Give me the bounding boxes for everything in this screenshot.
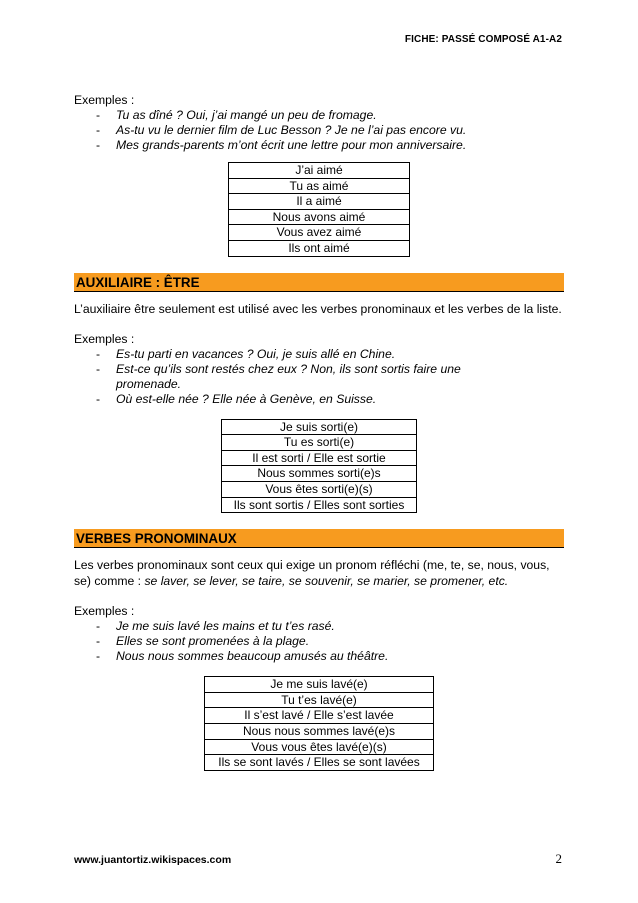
table-cell: Vous avez aimé	[229, 225, 410, 241]
page-header-title: FICHE: PASSÉ COMPOSÉ A1-A2	[404, 34, 562, 45]
table-cell: Ils sont sortis / Elles sont sorties	[222, 497, 417, 513]
examples-label: Exemples :	[74, 331, 135, 346]
example-item: - Elles se sont promenées à la plage.	[116, 634, 564, 649]
conjugation-table-pronominaux	[204, 676, 434, 771]
table-cell: Ils se sont lavés / Elles se sont lavées	[205, 755, 434, 771]
table-row	[229, 178, 410, 194]
table-row	[205, 723, 434, 739]
section-paragraph	[74, 557, 564, 589]
table-row	[229, 194, 410, 210]
table-cell: Tu t’es lavé(e)	[205, 692, 434, 708]
table-cell: Nous nous sommes lavé(e)s	[205, 723, 434, 739]
conjugation-table-avoir	[228, 162, 410, 257]
table-row	[205, 708, 434, 724]
conjugation-table-etre	[221, 419, 417, 514]
table-cell: Ils ont aimé	[229, 240, 410, 256]
table-cell: Il est sorti / Elle est sortie	[222, 450, 417, 466]
table-cell: Il s’est lavé / Elle s’est lavée	[205, 708, 434, 724]
table-cell: Vous vous êtes lavé(e)(s)	[205, 739, 434, 755]
examples-label: Exemples :	[74, 93, 135, 107]
table-row	[229, 209, 410, 225]
paragraph-italic-verbs: se laver, se lever, se taire, se souvenir, se marier, se promener, etc.	[144, 574, 509, 589]
table-row	[205, 677, 434, 693]
example-item: - Est-ce qu’ils sont restés chez eux ? Non, ils sont sortis faire une promenade.	[116, 362, 564, 392]
table-cell: J’ai aimé	[229, 163, 410, 179]
table-row	[222, 481, 417, 497]
table-cell: Tu es sorti(e)	[222, 435, 417, 451]
example-item: - Mes grands-parents m’ont écrit une lettre pour mon anniversaire.	[116, 138, 564, 153]
table-cell: Vous êtes sorti(e)(s)	[222, 481, 417, 497]
example-item: - Où est-elle née ? Elle née à Genève, en Suisse.	[116, 392, 564, 407]
example-item: - Je me suis lavé les mains et tu t’es rasé.	[116, 619, 564, 634]
table-row	[222, 435, 417, 451]
table-cell: Tu as aimé	[229, 178, 410, 194]
table-row	[222, 497, 417, 513]
examples-list	[74, 347, 564, 407]
table-row	[222, 450, 417, 466]
document-content	[74, 92, 564, 771]
table-row	[205, 692, 434, 708]
table-row	[222, 466, 417, 482]
examples-list	[74, 108, 564, 153]
section-heading-etre: AUXILIAIRE : ÊTRE	[74, 273, 564, 292]
section-paragraph: L’auxiliaire être seulement est utilisé avec les verbes pronominaux et les verbes de la liste.	[74, 301, 562, 316]
footer-website-link[interactable]: www.juantortiz.wikispaces.com	[74, 854, 232, 866]
example-item: - Nous nous sommes beaucoup amusés au théâtre.	[116, 649, 564, 664]
table-cell: Nous sommes sorti(e)s	[222, 466, 417, 482]
table-row	[229, 225, 410, 241]
table-cell: Il a aimé	[229, 194, 410, 210]
table-row	[205, 755, 434, 771]
example-item: - Tu as dîné ? Oui, j’ai mangé un peu de fromage.	[116, 108, 564, 123]
section-heading-pronominaux: VERBES PRONOMINAUX	[74, 529, 564, 548]
examples-label: Exemples :	[74, 604, 135, 619]
table-row	[205, 739, 434, 755]
table-cell: Je suis sorti(e)	[222, 419, 417, 435]
paragraph-text: Les verbes pronominaux sont ceux qui exige un pronom réfléchi (me, te, se, nous, vous, se) comme :	[74, 558, 550, 589]
table-cell: Nous avons aimé	[229, 209, 410, 225]
example-item: - Es-tu parti en vacances ? Oui, je suis allé en Chine.	[116, 347, 564, 362]
example-item: - As-tu vu le dernier film de Luc Besson ? Je ne l’ai pas encore vu.	[116, 123, 564, 138]
table-row	[222, 419, 417, 435]
table-cell: Je me suis lavé(e)	[205, 677, 434, 693]
footer-page-number: 2	[555, 851, 562, 866]
examples-list	[74, 619, 564, 664]
table-row	[229, 240, 410, 256]
table-row	[229, 163, 410, 179]
